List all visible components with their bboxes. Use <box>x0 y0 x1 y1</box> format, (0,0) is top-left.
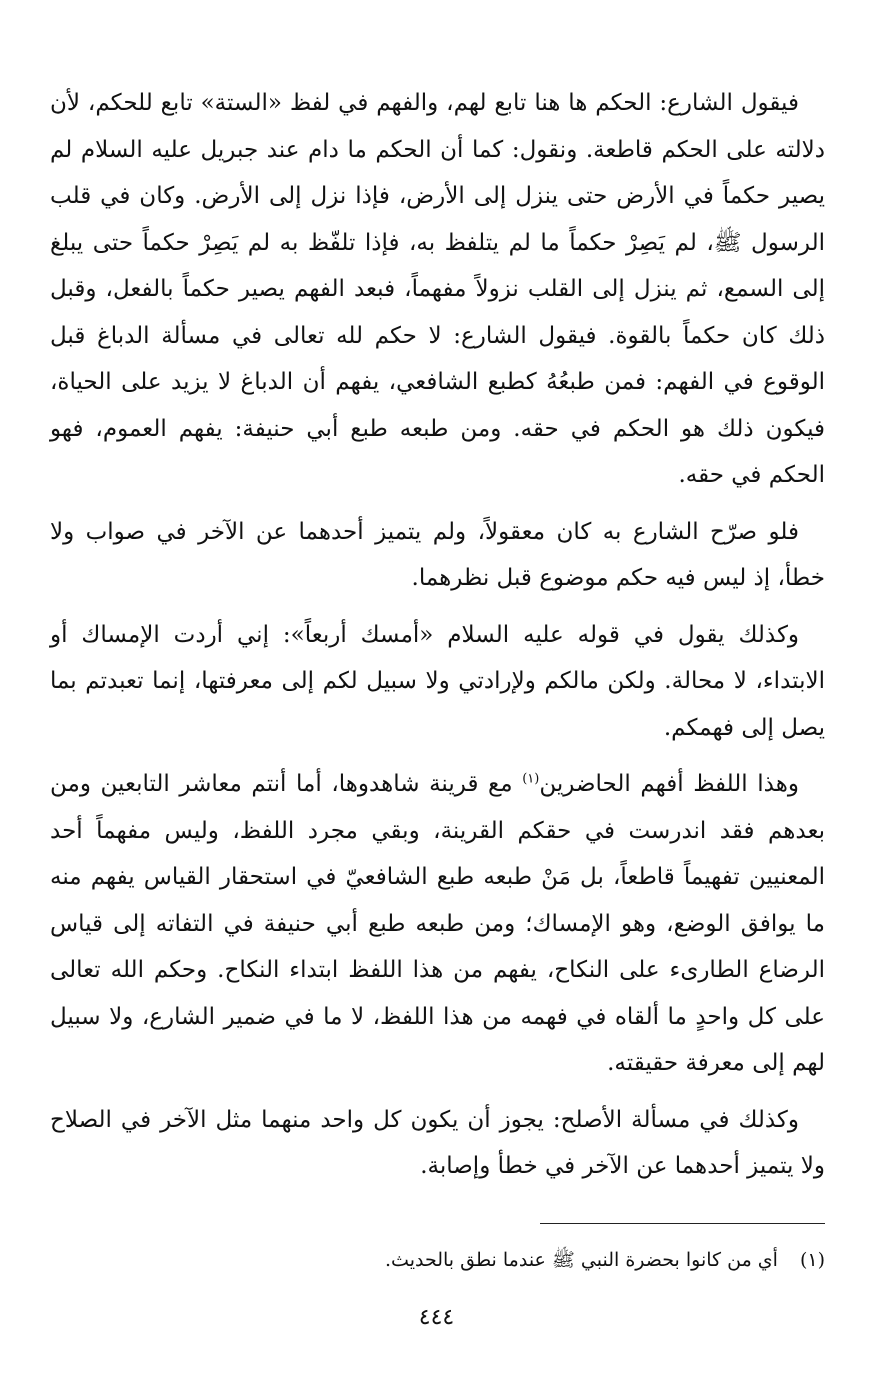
paragraph-4-text-start: وهذا اللفظ أفهم الحاضرين <box>539 771 799 797</box>
footnote-text: أي من كانوا بحضرة النبي ﷺ عندما نطق بالحديث. <box>385 1249 778 1271</box>
page-number: ٤٤٤ <box>418 1305 455 1330</box>
paragraph-5: وكذلك في مسألة الأصلح: يجوز أن يكون كل واحد منهما مثل الآخر في الصلاح ولا يتميز أحدهما عن الآخر في خطأ وإصابة. <box>50 1106 825 1179</box>
footnote-number: (١) <box>799 1249 825 1271</box>
paragraph-4-text-end: مع قرينة شاهدوها، أما أنتم معاشر التابعين ومن بعدهم فقد اندرست في حقكم القرينة، وبقي مجرد اللفظ، وليس مفهماً أحد المعنيين تفهيماً قاطعاً، بل مَنْ طبعه طبع الشافعيّ في استحقار القياس يفهم منه ما يوافق الوضع، وهو الإمساك؛ ومن طبعه طبع أبي حنيفة في التفاته إلى قياس الرضاع الطارىء على النكاح، يفهم من هذا اللفظ ابتداء النكاح. وحكم الله تعالى على كل واحدٍ ما ألقاه في فهمه من هذا اللفظ، لا ما في ضمير الشارع، ولا سبيل لهم إلى معرفة حقيقته. <box>50 771 825 1076</box>
paragraph-1: فيقول الشارع: الحكم ها هنا تابع لهم، والفهم في لفظ «الستة» تابع للحكم، لأن دلالته على الحكم قاطعة. ونقول: كما أن الحكم ما دام عند جبريل عليه السلام لم يصير حكماً في الأرض حتى ينزل إلى الأرض، فإذا نزل إلى الأرض. وكان في قلب الرسول ﷺ، لم يَصِرْ حكماً ما لم يتلفظ به، فإذا تلفّظ به لم يَصِرْ حكماً حتى يبلغ إلى السمع، ثم ينزل إلى القلب نزولاً مفهماً، فبعد الفهم يصير حكماً بالفعل، وقبل ذلك كان حكماً بالقوة. فيقول الشارع: لا حكم لله تعالى في مسألة الدباغ قبل الوقوع في الفهم: فمن طبعُهُ كطبع الشافعي، يفهم أن الدباغ لا يزيد على الحياة، فيكون ذلك هو الحكم في حقه. ومن طبعه طبع أبي حنيفة: يفهم العموم، فهو الحكم في حقه. <box>50 90 825 488</box>
footnote-reference[interactable]: (١) <box>522 771 540 787</box>
footnote-divider <box>540 1223 825 1224</box>
footnote <box>50 1246 825 1274</box>
book-page <box>50 80 825 1340</box>
paragraph-3: وكذلك يقول في قوله عليه السلام «أمسك أربعاً»: إني أردت الإمساك أو الابتداء، لا محالة. ولكن مالكم ولإرادتي ولا سبيل لكم إلى معرفتها، إنما تعبدتم بما يصل إلى فهمكم. <box>50 621 825 741</box>
paragraph-2: فلو صرّح الشارع به كان معقولاً، ولم يتميز أحدهما عن الآخر في صواب ولا خطأ، إذ ليس فيه حكم موضوع قبل نظرهما. <box>50 518 825 591</box>
paragraph-4 <box>50 761 825 1087</box>
